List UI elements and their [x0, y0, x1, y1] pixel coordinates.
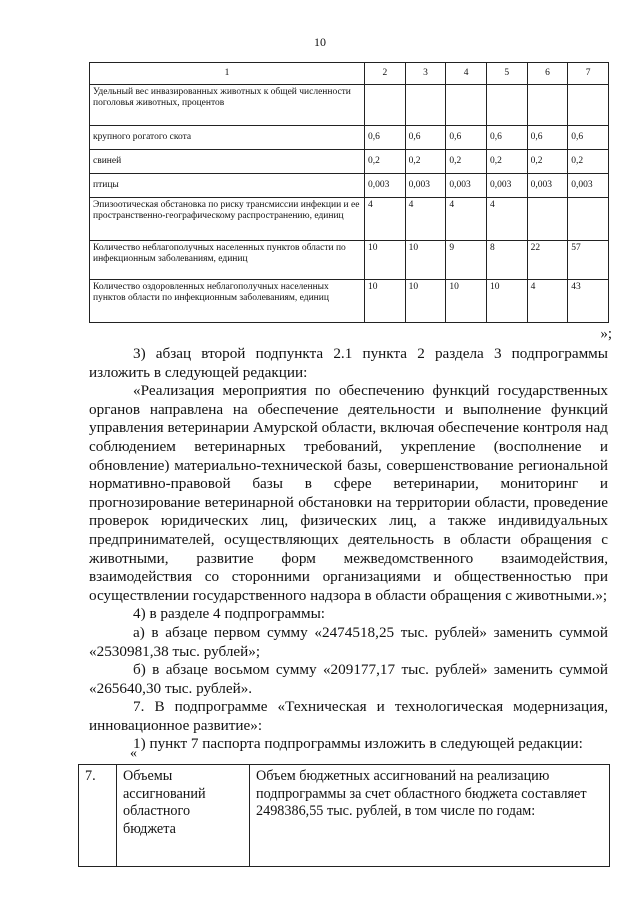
value-cell: 0,2 [405, 150, 446, 174]
value-cell: 0,003 [527, 174, 568, 198]
value-cell: 0,003 [568, 174, 609, 198]
paragraph: 1) пункт 7 паспорта подпрограммы изложить в следующей редакции: [133, 735, 583, 753]
value-cell: 22 [527, 241, 568, 280]
value-cell: 57 [568, 241, 609, 280]
paragraph: 7. В подпрограмме «Техническая и технологическая модернизация, инновационное развитие»: [89, 698, 608, 734]
table-row [90, 198, 609, 241]
header-cell: 1 [90, 63, 365, 85]
header-cell: 5 [486, 63, 527, 85]
value-cell [405, 85, 446, 126]
value-cell: 10 [486, 280, 527, 323]
table-row [90, 241, 609, 280]
table-row [90, 126, 609, 150]
value-cell [365, 85, 406, 126]
value-cell: 4 [527, 280, 568, 323]
value-cell [486, 85, 527, 126]
value-cell: 0,003 [365, 174, 406, 198]
paragraph: б) в абзаце восьмом сумму «209177,17 тыс. рублей» заменить суммой «265640,30 тыс. рублей». [89, 661, 608, 697]
indicator-name: Количество неблагополучных населенных пунктов области по инфекционным заболеваниям, единиц [90, 241, 365, 280]
table-row [90, 174, 609, 198]
header-cell: 3 [405, 63, 446, 85]
header-cell: 4 [446, 63, 487, 85]
value-cell: 43 [568, 280, 609, 323]
indicator-name: Эпизоотическая обстановка по риску трансмиссии инфекции и ее пространственно-географическому распространению, единиц [90, 198, 365, 241]
table-row [90, 150, 609, 174]
paragraph: а) в абзаце первом сумму «2474518,25 тыс. рублей» заменить суммой «2530981,38 тыс. рублей»; [89, 623, 608, 660]
passport-table [78, 764, 610, 867]
header-cell: 7 [568, 63, 609, 85]
indicator-name: птицы [90, 174, 365, 198]
value-cell [527, 85, 568, 126]
header-cell: 2 [365, 63, 406, 85]
value-cell: 10 [365, 241, 406, 280]
value-cell: 0,003 [405, 174, 446, 198]
table-row [90, 280, 609, 323]
value-cell: 0,2 [446, 150, 487, 174]
value-cell: 0,6 [446, 126, 487, 150]
value-cell: 10 [446, 280, 487, 323]
header-cell: 6 [527, 63, 568, 85]
page-number: 10 [314, 35, 326, 49]
value-cell [527, 198, 568, 241]
value-cell: 0,2 [365, 150, 406, 174]
table-header-row [90, 63, 609, 85]
value-cell: 0,6 [405, 126, 446, 150]
indicator-table [89, 62, 609, 323]
value-cell [446, 85, 487, 126]
table-row [90, 85, 609, 126]
value-cell: 0,003 [446, 174, 487, 198]
value-cell: 4 [486, 198, 527, 241]
indicator-name: Удельный вес инвазированных животных к общей численности поголовья животных, процентов [90, 85, 365, 126]
closing-quote: »; [600, 326, 612, 342]
value-cell: 10 [365, 280, 406, 323]
value-cell: 4 [446, 198, 487, 241]
indicator-name: Количество оздоровленных неблагополучных населенных пунктов области по инфекционным заболеваниям, единиц [90, 280, 365, 323]
indicator-name: свиней [90, 150, 365, 174]
indicator-name: крупного рогатого скота [90, 126, 365, 150]
paragraph: «Реализация мероприятия по обеспечению функций государственных органов направлена на обеспечение деятельности и выполнение функций управления ветеринарии Амурской области, включая обеспечение контроля над соблюдением ветеринарных требований, укрепление (восполнение и обновление) материально-технической базы, совершенствование региональной нормативно-правовой базы в сфере ветеринарии, мониторинг и прогнозирование ветеринарной обстановки на территории области, проведение проверок юридических лиц, физических лиц, а также индивидуальных предпринимателей, осуществляющих деятельность в области обращения с животными, развитие форм межведомственного взаимодействия, взаимодействия со сторонними организациями и общественностью при осуществлении государственного надзора в области обращения с животными.»; [89, 382, 608, 604]
value-cell: 8 [486, 241, 527, 280]
value-cell: 0,6 [568, 126, 609, 150]
value-cell: 0,2 [568, 150, 609, 174]
value-cell: 0,2 [486, 150, 527, 174]
paragraph: 3) абзац второй подпункта 2.1 пункта 2 раздела 3 подпрограммы изложить в следующей редакции: [89, 345, 608, 381]
value-cell: 0,6 [527, 126, 568, 150]
body-text [89, 345, 608, 754]
item-title: Объемы ассигнований областного бюджета [117, 765, 250, 867]
value-cell: 0,003 [486, 174, 527, 198]
opening-quote: « [130, 746, 137, 761]
value-cell: 0,6 [365, 126, 406, 150]
table-row [79, 765, 610, 867]
value-cell [568, 198, 609, 241]
paragraph: 4) в разделе 4 подпрограммы: [133, 605, 325, 623]
value-cell: 0,2 [527, 150, 568, 174]
value-cell [568, 85, 609, 126]
value-cell: 4 [365, 198, 406, 241]
value-cell: 10 [405, 241, 446, 280]
value-cell: 4 [405, 198, 446, 241]
item-number: 7. [79, 765, 117, 867]
item-text: Объем бюджетных ассигнований на реализацию подпрограммы за счет областного бюджета составляет 2498386,55 тыс. рублей, в том числе по годам: [250, 765, 610, 867]
value-cell: 10 [405, 280, 446, 323]
value-cell: 9 [446, 241, 487, 280]
value-cell: 0,6 [486, 126, 527, 150]
